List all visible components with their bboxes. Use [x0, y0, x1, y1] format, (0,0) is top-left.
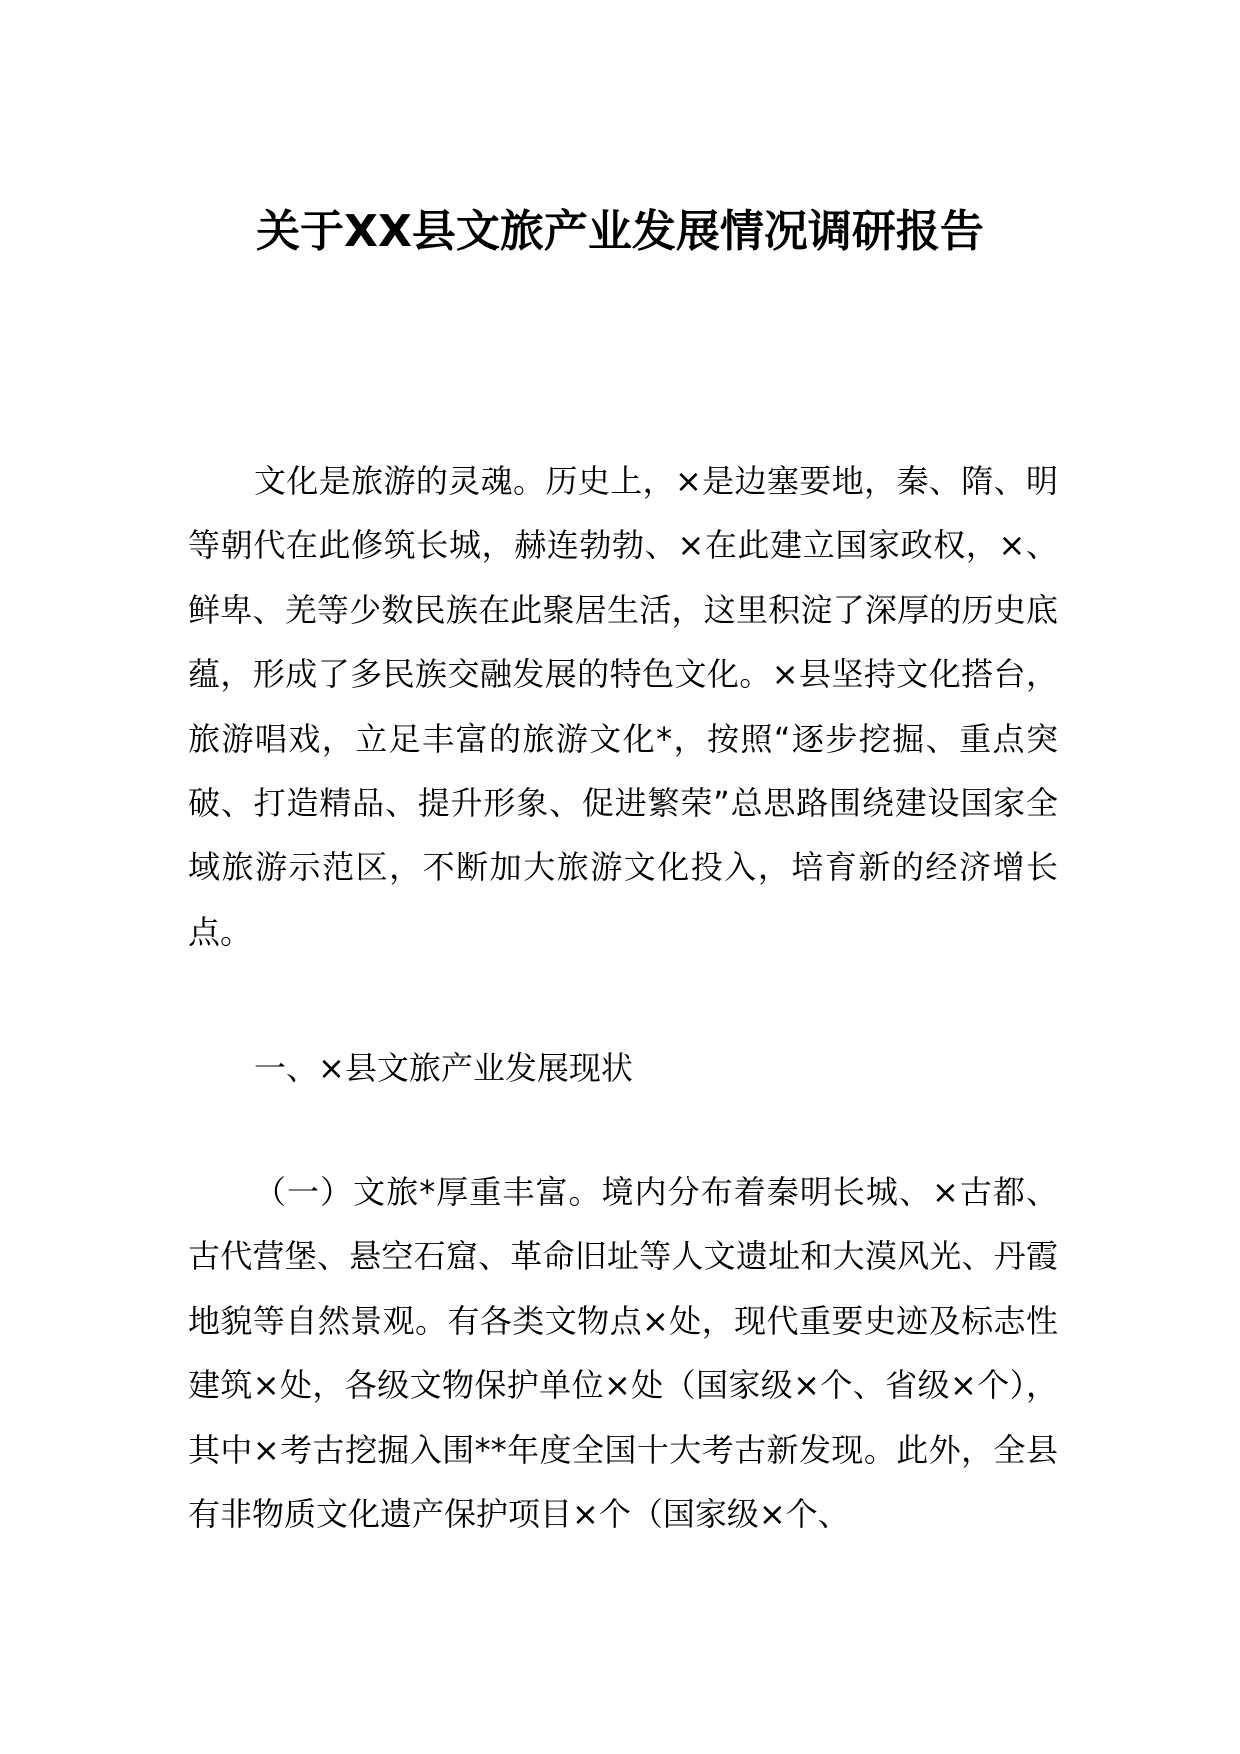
subsection-paragraph: （一）文旅*厚重丰富。境内分布着秦明长城、×古都、古代营堡、悬空石窟、革命旧址等人文遗址和大漠风光、丹霞地貌等自然景观。有各类文物点×处，现代重要史迹及标志性建筑×处，各级文物保护单位×处（国家级×个、省级×个），其中×考古挖掘入围**年度全国十大考古新发现。此外，全县有非物质文化遗产保护项目×个（国家级×个、 [188, 1173, 1058, 1534]
section-heading: 一、×县文旅产业发展现状 [254, 1049, 633, 1087]
document-title: 关于XX县文旅产业发展情况调研报告 [256, 206, 984, 257]
intro-paragraph: 文化是旅游的灵魂。历史上，×是边塞要地，秦、隋、明等朝代在此修筑长城，赫连勃勃、×在此建立国家政权，×、鲜卑、羌等少数民族在此聚居生活，这里积淀了深厚的历史底蕴，形成了多民族交融发展的特色文化。×县坚持文化搭台，旅游唱戏，立足丰富的旅游文化*，按照“逐步挖掘、重点突破、打造精品、提升形象、促进繁荣”总思路围绕建设国家全域旅游示范区，不断加大旅游文化投入，培育新的经济增长点。 [188, 462, 1058, 951]
